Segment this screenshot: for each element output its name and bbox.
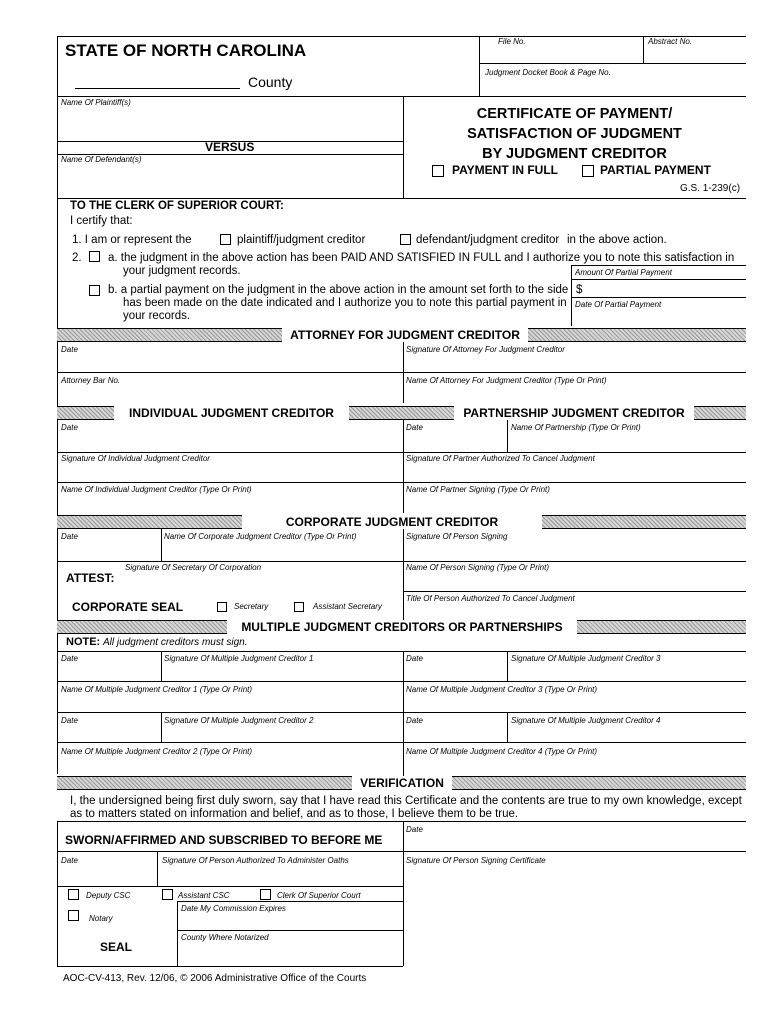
verification-heading: VERIFICATION <box>352 776 452 790</box>
individual-date-label: Date <box>61 423 78 432</box>
statute-ref: G.S. 1-239(c) <box>680 183 741 194</box>
sworn-row-rule <box>57 886 403 887</box>
clerk-superior-label: Clerk Of Superior Court <box>277 891 361 900</box>
individual-row2-rule <box>57 482 746 483</box>
corporate-row2-rule <box>403 591 746 592</box>
individual-row1-rule <box>57 452 746 453</box>
individual-partnership-band <box>57 406 746 420</box>
attorney-bar-label: Attorney Bar No. <box>61 376 121 385</box>
partial-paid-checkbox[interactable] <box>89 285 100 296</box>
dollar-sign: $ <box>576 284 583 296</box>
multiple-name3-label: Name Of Multiple Judgment Creditor 3 (Type Or Print) <box>406 685 598 694</box>
multiple-date1-divider <box>161 651 162 681</box>
corporate-signature-label: Signature Of Person Signing <box>406 532 508 541</box>
defendant-label: Name Of Defendant(s) <box>61 155 142 164</box>
county-notarized-label: County Where Notarized <box>181 933 269 942</box>
attest-label: ATTEST: <box>66 571 115 585</box>
verification-left-rule <box>57 821 58 966</box>
item2-number: 2. <box>72 252 82 264</box>
sworn-date-divider <box>157 851 158 886</box>
corporate-date-label: Date <box>61 532 78 541</box>
certify-text: I certify that: <box>70 215 133 227</box>
verification-text-rule <box>57 821 746 822</box>
plaintiff-creditor-checkbox[interactable] <box>220 234 231 245</box>
partnership-name-label: Name Of Partnership (Type Or Print) <box>511 423 641 432</box>
attorney-band <box>57 328 746 342</box>
county-label: County <box>248 74 293 90</box>
attorney-name-label: Name Of Attorney For Judgment Creditor (Type Or Print) <box>406 376 607 385</box>
attorney-heading: ATTORNEY FOR JUDGMENT CREDITOR <box>282 328 528 342</box>
multiple-heading: MULTIPLE JUDGMENT CREDITORS OR PARTNERSHIPS <box>227 620 577 634</box>
admin-signature-label: Signature Of Person Authorized To Administer Oaths <box>162 856 349 865</box>
multiple-date1-label: Date <box>61 654 78 663</box>
clerk-superior-checkbox[interactable] <box>260 889 271 900</box>
paid-full-checkbox[interactable] <box>89 251 100 262</box>
deputy-csc-checkbox[interactable] <box>68 889 79 900</box>
person-title-label: Title Of Person Authorized To Cancel Judgment <box>406 594 575 603</box>
multiple-date2-label: Date <box>61 716 78 725</box>
form-footer: AOC-CV-413, Rev. 12/06, © 2006 Administrative Office of the Courts <box>63 973 367 984</box>
corporate-row1-rule <box>57 561 746 562</box>
plaintiff-label: Name Of Plaintiff(s) <box>61 98 131 107</box>
item2b-line2: has been made on the date indicated and I authorize you to note this partial payment in <box>123 297 567 309</box>
item1-text: 1. I am or represent the <box>72 234 192 246</box>
attorney-row-rule <box>57 372 746 373</box>
partial-payment-label: PARTIAL PAYMENT <box>600 163 711 177</box>
attorney-signature-label: Signature Of Attorney For Judgment Creditor <box>406 345 565 354</box>
corporate-name-label: Name Of Corporate Judgment Creditor (Type Or Print) <box>164 532 357 541</box>
multiple-sig4-label: Signature Of Multiple Judgment Creditor 4 <box>511 716 661 725</box>
amount-left-rule <box>571 265 572 326</box>
amount-top-rule <box>571 265 746 266</box>
partnership-date-divider <box>507 420 508 452</box>
commission-label: Date My Commission Expires <box>181 904 286 913</box>
defendant-creditor-label: defendant/judgment creditor <box>416 234 560 246</box>
multiple-date3-label: Date <box>406 654 423 663</box>
item2a-line2: your judgment records. <box>123 265 241 277</box>
partnership-heading: PARTNERSHIP JUDGMENT CREDITOR <box>454 406 694 420</box>
abstract-rule <box>643 36 644 63</box>
deputy-csc-label: Deputy CSC <box>86 891 131 900</box>
individual-heading: INDIVIDUAL JUDGMENT CREDITOR <box>114 406 349 420</box>
assistant-csc-label: Assistant CSC <box>178 891 230 900</box>
item2a-line1: a. the judgment in the above action has been PAID AND SATISFIED IN FULL and I authorize you to note this satisfaction in <box>108 252 735 264</box>
multiple-left-rule <box>57 634 58 774</box>
amount-mid-rule <box>571 279 746 280</box>
multiple-divider <box>403 651 404 776</box>
multiple-sig2-label: Signature Of Multiple Judgment Creditor 2 <box>164 716 314 725</box>
amount-partial-label: Amount Of Partial Payment <box>575 268 672 277</box>
corporate-heading: CORPORATE JUDGMENT CREDITOR <box>242 515 542 529</box>
multiple-date4-label: Date <box>406 716 423 725</box>
multiple-row1-rule <box>57 681 746 682</box>
individual-signature-label: Signature Of Individual Judgment Creditor <box>61 454 210 463</box>
item2b-line3: your records. <box>123 310 191 322</box>
multiple-date2-divider <box>161 712 162 742</box>
payment-full-checkbox[interactable] <box>432 165 444 177</box>
multiple-note <box>66 636 248 649</box>
secretary-label: Secretary <box>234 602 269 611</box>
multiple-date3-divider <box>507 651 508 681</box>
assistant-csc-checkbox[interactable] <box>162 889 173 900</box>
commission-top-rule <box>177 901 403 902</box>
individual-name-label: Name Of Individual Judgment Creditor (Type Or Print) <box>61 485 252 494</box>
date-partial-label: Date Of Partial Payment <box>575 300 662 309</box>
header-mid-rule <box>57 96 746 97</box>
partial-payment-checkbox[interactable] <box>582 165 594 177</box>
attorney-date-label: Date <box>61 345 78 354</box>
multiple-name2-label: Name Of Multiple Judgment Creditor 2 (Type Or Print) <box>61 747 253 756</box>
multiple-date4-divider <box>507 712 508 742</box>
assistant-secretary-checkbox[interactable] <box>294 602 304 612</box>
versus-label: VERSUS <box>205 140 255 154</box>
certificate-signature-label: Signature Of Person Signing Certificate <box>406 856 546 865</box>
caption-bottom-rule <box>57 198 746 199</box>
above-action-text: in the above action. <box>567 234 667 246</box>
docket-label: Judgment Docket Book & Page No. <box>485 68 611 77</box>
sworn-date-label: Date <box>61 856 78 865</box>
commission-left-rule <box>177 901 178 966</box>
multiple-name4-label: Name Of Multiple Judgment Creditor 4 (Type Or Print) <box>406 747 598 756</box>
amount-field-rule[interactable] <box>571 297 746 298</box>
sworn-rule <box>57 851 746 852</box>
person-name-label: Name Of Person Signing (Type Or Print) <box>406 563 550 572</box>
partner-signature-label: Signature Of Partner Authorized To Cancel Judgment <box>406 454 595 463</box>
item2b-line1: b. a partial payment on the judgment in the above action in the amount set forth to the side <box>108 284 569 296</box>
abstract-no-label: Abstract No. <box>648 37 693 46</box>
corporate-divider <box>403 529 404 622</box>
verification-band <box>57 776 746 790</box>
multiple-sig3-label: Signature Of Multiple Judgment Creditor 3 <box>511 654 661 663</box>
assistant-secretary-label: Assistant Secretary <box>313 602 382 611</box>
sworn-heading: SWORN/AFFIRMED AND SUBSCRIBED TO BEFORE ME <box>65 833 383 847</box>
file-no-label: File No. <box>498 37 526 46</box>
form-title-line1: CERTIFICATE OF PAYMENT/ <box>476 106 673 122</box>
corporate-seal-label: CORPORATE SEAL <box>72 600 184 614</box>
notary-checkbox[interactable] <box>68 910 79 921</box>
partnership-date-label: Date <box>406 423 423 432</box>
file-row-rule <box>479 63 746 64</box>
corporate-date-divider <box>161 529 162 561</box>
secretary-checkbox[interactable] <box>217 602 227 612</box>
verification-text-line2: as to matters stated on information and belief, and as to those, I believe them to be true. <box>70 808 519 820</box>
commission-bottom-rule <box>177 930 403 931</box>
corporate-band <box>57 515 746 529</box>
note-label: NOTE: <box>66 636 101 648</box>
multiple-band <box>57 620 746 634</box>
multiple-sig1-label: Signature Of Multiple Judgment Creditor 1 <box>164 654 314 663</box>
form-title-line2: SATISFACTION OF JUDGMENT <box>467 126 682 142</box>
form-title-line3: BY JUDGMENT CREDITOR <box>482 146 667 162</box>
individual-divider <box>403 420 404 513</box>
verification-text-line1: I, the undersigned being first duly sworn, say that I have read this Certificate and the contents are true to my own knowledge, except <box>70 795 742 807</box>
header-center-rule <box>479 36 480 96</box>
verification-divider <box>403 821 404 966</box>
payment-full-label: PAYMENT IN FULL <box>452 163 559 177</box>
multiple-row3-rule <box>57 742 746 743</box>
seal-label: SEAL <box>100 940 133 954</box>
partner-name-label: Name Of Partner Signing (Type Or Print) <box>406 485 550 494</box>
verification-date-label: Date <box>406 825 423 834</box>
state-title: STATE OF NORTH CAROLINA <box>65 41 307 60</box>
to-clerk-heading: TO THE CLERK OF SUPERIOR COURT: <box>70 200 284 212</box>
notary-label: Notary <box>89 914 113 923</box>
plaintiff-creditor-label: plaintiff/judgment creditor <box>237 234 366 246</box>
county-line[interactable] <box>75 88 240 89</box>
note-text: All judgment creditors must sign. <box>103 637 248 648</box>
verification-bottom-rule <box>57 966 403 967</box>
multiple-name1-label: Name Of Multiple Judgment Creditor 1 (Type Or Print) <box>61 685 253 694</box>
secretary-signature-label: Signature Of Secretary Of Corporation <box>125 563 262 572</box>
defendant-creditor-checkbox[interactable] <box>400 234 411 245</box>
